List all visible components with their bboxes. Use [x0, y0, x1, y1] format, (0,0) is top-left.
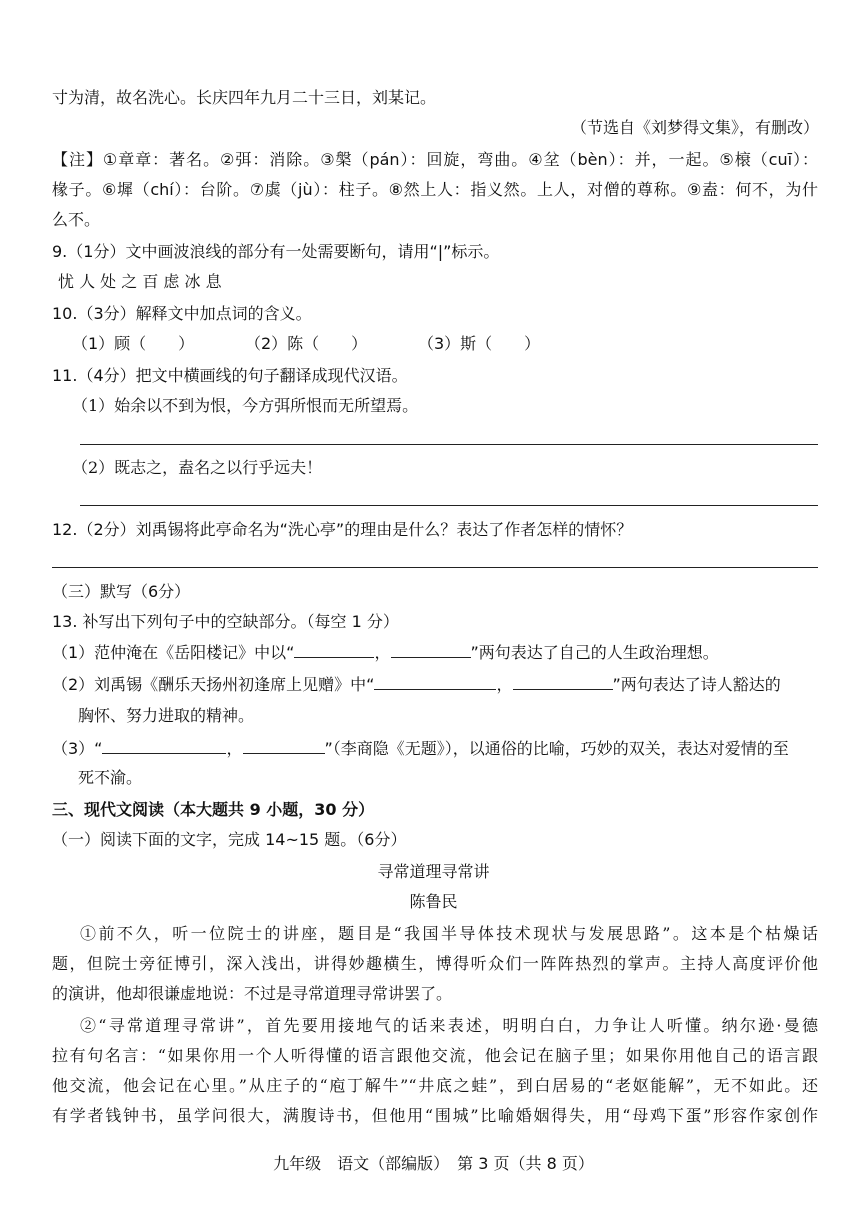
annotation-line-1: 【注】①章章：著名。②弭：消除。③槃（pán）：回旋，弯曲。④坌（bèn）：并，一起。⑤榱（cuī）：	[52, 150, 818, 169]
dictation-item-1-prefix: （1）范仲淹在《岳阳楼记》中以“	[52, 643, 295, 662]
annotation-line-2: 椽子。⑥墀（chí）：台阶。⑦虡（jù）：柱子。⑧然上人：指义然。上人，对僧的尊称。⑨盍：何不，为什	[52, 180, 818, 199]
question-11-stem: 11.（4分）把文中横画线的句子翻译成现代汉语。	[52, 366, 408, 385]
question-9-stem: 9.（1分）文中画波浪线的部分有一处需要断句，请用“|”标示。	[52, 242, 500, 261]
question-9-text: 忧 人 处 之 百 虑 冰 息	[58, 272, 222, 291]
dictation-item-1-suffix: ”两句表达了自己的人生政治理想。	[470, 643, 719, 662]
question-11-sentence-2: （2）既志之，盍名之以行乎远夫！	[72, 458, 323, 477]
dictation-item-2	[52, 674, 781, 695]
dictation-item-3	[52, 738, 789, 759]
paragraph-1-line-1: ①前不久，听一位院士的讲座，题目是“我国半导体技术现状与发展思路”。这本是个枯燥话	[80, 924, 818, 943]
answer-line-11-1[interactable]	[80, 444, 818, 445]
paragraph-2-line-2: 拉有句名言：“如果你用一个人听得懂的语言跟他交流，他会记在脑子里；如果你用他自己的语言跟	[52, 1046, 818, 1065]
paragraph-2-line-1: ②“寻常道理寻常讲”，首先要用接地气的话来表述，明明白白，力争让人听懂。纳尔逊·曼德	[80, 1016, 818, 1035]
annotation-line-3: 么不。	[52, 210, 101, 229]
blank-2b[interactable]	[513, 674, 613, 690]
article-title: 寻常道理寻常讲	[377, 862, 490, 881]
paragraph-2-line-4: 有学者钱钟书，虽学问很大，满腹诗书，但他用“围城”比喻婚姻得失，用“母鸡下蛋”形容作家创作	[52, 1106, 818, 1125]
modern-sub-title: （一）阅读下面的文字，完成 14~15 题。（6分）	[52, 830, 407, 849]
blank-2a[interactable]	[374, 674, 496, 690]
paragraph-2-line-3: 他交流，他会记在心里。”从庄子的“庖丁解牛”“井底之蛙”，到白居易的“老妪能解”，无不如此。还	[52, 1076, 818, 1095]
blank-3b[interactable]	[243, 738, 325, 754]
dictation-item-1	[52, 642, 719, 663]
answer-line-11-2[interactable]	[80, 505, 818, 506]
dictation-item-1-sep: ，	[374, 643, 391, 662]
question-10-item-2: （2）陈（ ）	[245, 334, 368, 353]
page-footer: 九年级 语文（部编版） 第 3 页（共 8 页）	[273, 1154, 594, 1173]
blank-1a[interactable]	[294, 642, 374, 658]
question-12-stem: 12.（2分）刘禹锡将此亭命名为“洗心亭”的理由是什么？表达了作者怎样的情怀？	[52, 520, 633, 539]
classical-text-end: 寸为清，故名洗心。长庆四年九月二十三日，刘某记。	[52, 88, 437, 107]
dictation-section-title: （三）默写（6分）	[52, 582, 191, 601]
dictation-item-3-prefix: （3）“	[52, 739, 103, 758]
question-11-sentence-1: （1）始余以不到为恨，今方弭所恨而无所望焉。	[72, 396, 419, 415]
article-author: 陈鲁民	[409, 892, 458, 911]
dictation-item-2-prefix: （2）刘禹锡《酬乐天扬州初逢席上见赠》中“	[52, 675, 375, 694]
dictation-item-3-suffix: ”（李商隐《无题》），以通俗的比喻，巧妙的双关，表达对爱情的至	[324, 739, 789, 758]
blank-3a[interactable]	[102, 738, 226, 754]
dictation-item-2-sep: ，	[496, 675, 513, 694]
dictation-item-3-cont: 死不渝。	[78, 768, 143, 787]
blank-1b[interactable]	[391, 642, 471, 658]
modern-section-title: 三、现代文阅读（本大题共 9 小题，30 分）	[52, 800, 375, 819]
paragraph-1-line-3: 的演讲，他却很谦虚地说：不过是寻常道理寻常讲罢了。	[52, 984, 453, 1003]
dictation-item-3-sep: ，	[226, 739, 243, 758]
question-10-stem: 10.（3分）解释文中加点词的含义。	[52, 304, 312, 323]
classical-source: （节选自《刘梦得文集》，有删改）	[570, 118, 819, 137]
dictation-item-2-cont: 胸怀、努力进取的精神。	[78, 706, 255, 725]
question-10-item-3: （3）斯（ ）	[418, 334, 541, 353]
question-13-stem: 13. 补写出下列句子中的空缺部分。（每空 1 分）	[52, 612, 399, 631]
dictation-item-2-suffix: ”两句表达了诗人豁达的	[612, 675, 781, 694]
answer-line-12[interactable]	[52, 567, 818, 568]
question-10-item-1: （1）顾（ ）	[72, 334, 195, 353]
paragraph-1-line-2: 题，但院士旁征博引，深入浅出，讲得妙趣横生，博得听众们一阵阵热烈的掌声。主持人高度评价他	[52, 954, 818, 973]
